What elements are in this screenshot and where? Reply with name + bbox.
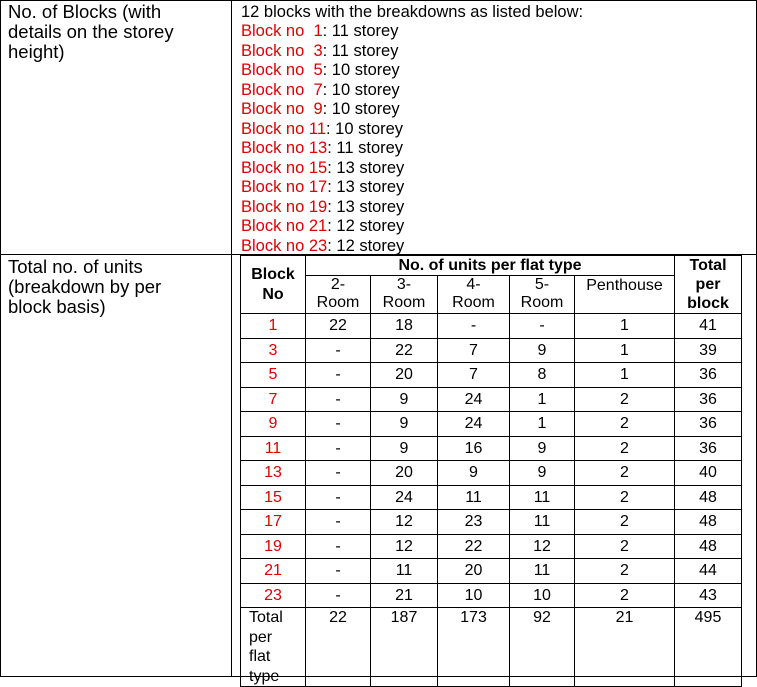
unit-count-cell: 9 — [371, 412, 438, 437]
unit-count-cell: 9 — [510, 436, 575, 461]
unit-count-cell: - — [306, 363, 371, 388]
unit-count-cell: 24 — [438, 387, 510, 412]
unit-count-cell: 7 — [438, 338, 510, 363]
unit-count-cell: 2 — [575, 412, 675, 437]
unit-count-cell: - — [306, 583, 371, 608]
unit-count-cell: 16 — [438, 436, 510, 461]
flat-type-group-header: No. of units per flat type — [306, 256, 675, 276]
flat-type-total-cell: 22 — [306, 608, 371, 687]
flat-type-header: 2- Room — [306, 276, 371, 314]
table-row — [241, 583, 742, 608]
block-total-cell: 48 — [675, 485, 742, 510]
unit-count-cell: 12 — [371, 534, 438, 559]
unit-count-cell: 1 — [510, 387, 575, 412]
block-total-cell: 39 — [675, 338, 742, 363]
storey-count: : 12 storey — [327, 236, 405, 255]
block-number-cell: 17 — [241, 510, 306, 535]
unit-count-cell: 21 — [371, 583, 438, 608]
table-row — [241, 436, 742, 461]
flat-type-header: 5- Room — [510, 276, 575, 314]
unit-count-cell: 2 — [575, 485, 675, 510]
flat-type-total-cell: 92 — [510, 608, 575, 687]
block-number-cell: 19 — [241, 534, 306, 559]
storey-count: : 10 storey — [326, 119, 404, 138]
storey-count: : 10 storey — [322, 61, 400, 79]
unit-count-cell: 2 — [575, 387, 675, 412]
units-label — [8, 257, 161, 317]
label-line: details on the storey — [8, 21, 174, 42]
unit-count-cell: 10 — [510, 583, 575, 608]
block-number: Block no 1 — [241, 22, 323, 40]
unit-count-cell: 11 — [510, 510, 575, 535]
block-storey-item — [241, 120, 404, 140]
unit-count-cell: 20 — [371, 363, 438, 388]
flat-type-total-cell: 187 — [371, 608, 438, 687]
table-row — [241, 510, 742, 535]
unit-count-cell: 2 — [575, 461, 675, 486]
block-number: Block no 9 — [241, 100, 323, 118]
block-total-cell: 48 — [675, 534, 742, 559]
flat-type-total-cell: 173 — [438, 608, 510, 687]
block-number: Block no 13 — [241, 139, 328, 157]
unit-count-cell: - — [306, 559, 371, 584]
unit-count-cell: 9 — [510, 338, 575, 363]
unit-count-cell: 2 — [575, 436, 675, 461]
block-storey-item — [241, 159, 404, 179]
unit-count-cell: 1 — [510, 412, 575, 437]
block-number: Block no 11 — [241, 119, 326, 138]
storey-count: : 12 storey — [327, 217, 405, 235]
block-total-cell: 43 — [675, 583, 742, 608]
block-storey-list — [241, 22, 404, 256]
storey-count: : 13 storey — [327, 197, 405, 216]
total-row — [241, 608, 742, 687]
label-line: No. of Blocks (with — [8, 1, 162, 22]
grand-total-cell: 495 — [675, 608, 742, 687]
unit-count-cell: 1 — [575, 314, 675, 339]
block-storey-item — [241, 178, 404, 198]
label-line: block basis) — [8, 296, 106, 317]
block-number-cell: 7 — [241, 387, 306, 412]
unit-count-cell: 2 — [575, 534, 675, 559]
block-number-cell: 1 — [241, 314, 306, 339]
block-number: Block no 19 — [241, 197, 328, 216]
unit-count-cell: - — [438, 314, 510, 339]
table-border-left — [0, 0, 1, 677]
block-storey-item — [241, 100, 404, 120]
block-storey-item — [241, 237, 404, 257]
unit-count-cell: 12 — [510, 534, 575, 559]
table-row — [241, 485, 742, 510]
flat-type-header: Penthouse — [575, 276, 675, 314]
units-table — [240, 255, 742, 687]
table-row — [241, 363, 742, 388]
block-total-cell: 48 — [675, 510, 742, 535]
flat-type-header: 3- Room — [371, 276, 438, 314]
block-number-cell: 9 — [241, 412, 306, 437]
unit-count-cell: 11 — [371, 559, 438, 584]
unit-count-cell: 10 — [438, 583, 510, 608]
block-number-cell: 21 — [241, 559, 306, 584]
table-row — [241, 387, 742, 412]
table-row — [241, 314, 742, 339]
unit-count-cell: 20 — [438, 559, 510, 584]
unit-count-cell: - — [306, 412, 371, 437]
unit-count-cell: - — [306, 485, 371, 510]
block-total-cell: 41 — [675, 314, 742, 339]
block-number: Block no 21 — [241, 217, 328, 235]
block-number: Block no 5 — [241, 61, 323, 79]
block-total-cell: 36 — [675, 436, 742, 461]
unit-count-cell: 23 — [438, 510, 510, 535]
storey-count: : 10 storey — [322, 100, 400, 118]
block-number-cell: 3 — [241, 338, 306, 363]
column-divider — [231, 0, 232, 677]
unit-count-cell: - — [306, 387, 371, 412]
unit-count-cell: 9 — [438, 461, 510, 486]
unit-count-cell: 8 — [510, 363, 575, 388]
block-number-cell: 23 — [241, 583, 306, 608]
unit-count-cell: 11 — [510, 559, 575, 584]
unit-count-cell: 2 — [575, 559, 675, 584]
block-no-header: Block No — [241, 256, 306, 314]
total-per-block-header: Total per block — [675, 256, 742, 314]
label-line: (breakdown by per — [8, 276, 162, 297]
block-number: Block no 3 — [241, 41, 323, 60]
unit-count-cell: 9 — [371, 436, 438, 461]
flat-type-total-cell: 21 — [575, 608, 675, 687]
storey-count: : 11 storey — [322, 22, 399, 40]
block-storey-item — [241, 22, 404, 42]
label-line: height) — [8, 41, 65, 62]
table-row — [241, 412, 742, 437]
block-storey-item — [241, 198, 404, 218]
unit-count-cell: 24 — [438, 412, 510, 437]
flat-type-header: 4- Room — [438, 276, 510, 314]
block-number: Block no 23 — [241, 236, 328, 255]
block-number-cell: 15 — [241, 485, 306, 510]
block-storey-item — [241, 42, 404, 62]
unit-count-cell: - — [306, 338, 371, 363]
unit-count-cell: 9 — [510, 461, 575, 486]
block-number-cell: 5 — [241, 363, 306, 388]
unit-count-cell: 22 — [371, 338, 438, 363]
unit-count-cell: - — [306, 436, 371, 461]
block-total-cell: 44 — [675, 559, 742, 584]
unit-count-cell: 1 — [575, 363, 675, 388]
table-row — [241, 461, 742, 486]
unit-count-cell: 9 — [371, 387, 438, 412]
unit-count-cell: - — [306, 461, 371, 486]
storey-count: : 11 storey — [322, 41, 399, 60]
unit-count-cell: 1 — [575, 338, 675, 363]
blocks-intro: 12 blocks with the breakdowns as listed below: — [241, 3, 584, 21]
blocks-label — [8, 2, 174, 62]
unit-count-cell: 12 — [371, 510, 438, 535]
table-row — [241, 534, 742, 559]
block-number: Block no 17 — [241, 178, 328, 196]
block-total-cell: 40 — [675, 461, 742, 486]
storey-count: : 10 storey — [322, 80, 400, 99]
unit-count-cell: - — [510, 314, 575, 339]
unit-count-cell: 22 — [438, 534, 510, 559]
block-storey-item — [241, 217, 404, 237]
block-total-cell: 36 — [675, 387, 742, 412]
unit-count-cell: 11 — [510, 485, 575, 510]
block-number-cell: 13 — [241, 461, 306, 486]
storey-count: : 13 storey — [327, 158, 405, 177]
table-row — [241, 559, 742, 584]
unit-count-cell: - — [306, 510, 371, 535]
unit-count-cell: 18 — [371, 314, 438, 339]
unit-count-cell: 22 — [306, 314, 371, 339]
unit-count-cell: 7 — [438, 363, 510, 388]
block-number-cell: 11 — [241, 436, 306, 461]
storey-count: : 13 storey — [327, 178, 405, 196]
block-storey-item — [241, 81, 404, 101]
table-row — [241, 338, 742, 363]
unit-count-cell: 11 — [438, 485, 510, 510]
unit-count-cell: 2 — [575, 583, 675, 608]
unit-count-cell: 20 — [371, 461, 438, 486]
block-number: Block no 15 — [241, 158, 328, 177]
block-storey-item — [241, 61, 404, 81]
total-per-flat-type-label: Total per flat type — [241, 608, 306, 687]
block-number: Block no 7 — [241, 80, 323, 99]
label-line: Total no. of units — [8, 256, 143, 277]
block-total-cell: 36 — [675, 412, 742, 437]
block-storey-item — [241, 139, 404, 159]
unit-count-cell: - — [306, 534, 371, 559]
block-total-cell: 36 — [675, 363, 742, 388]
storey-count: : 11 storey — [327, 139, 404, 157]
unit-count-cell: 24 — [371, 485, 438, 510]
unit-count-cell: 2 — [575, 510, 675, 535]
